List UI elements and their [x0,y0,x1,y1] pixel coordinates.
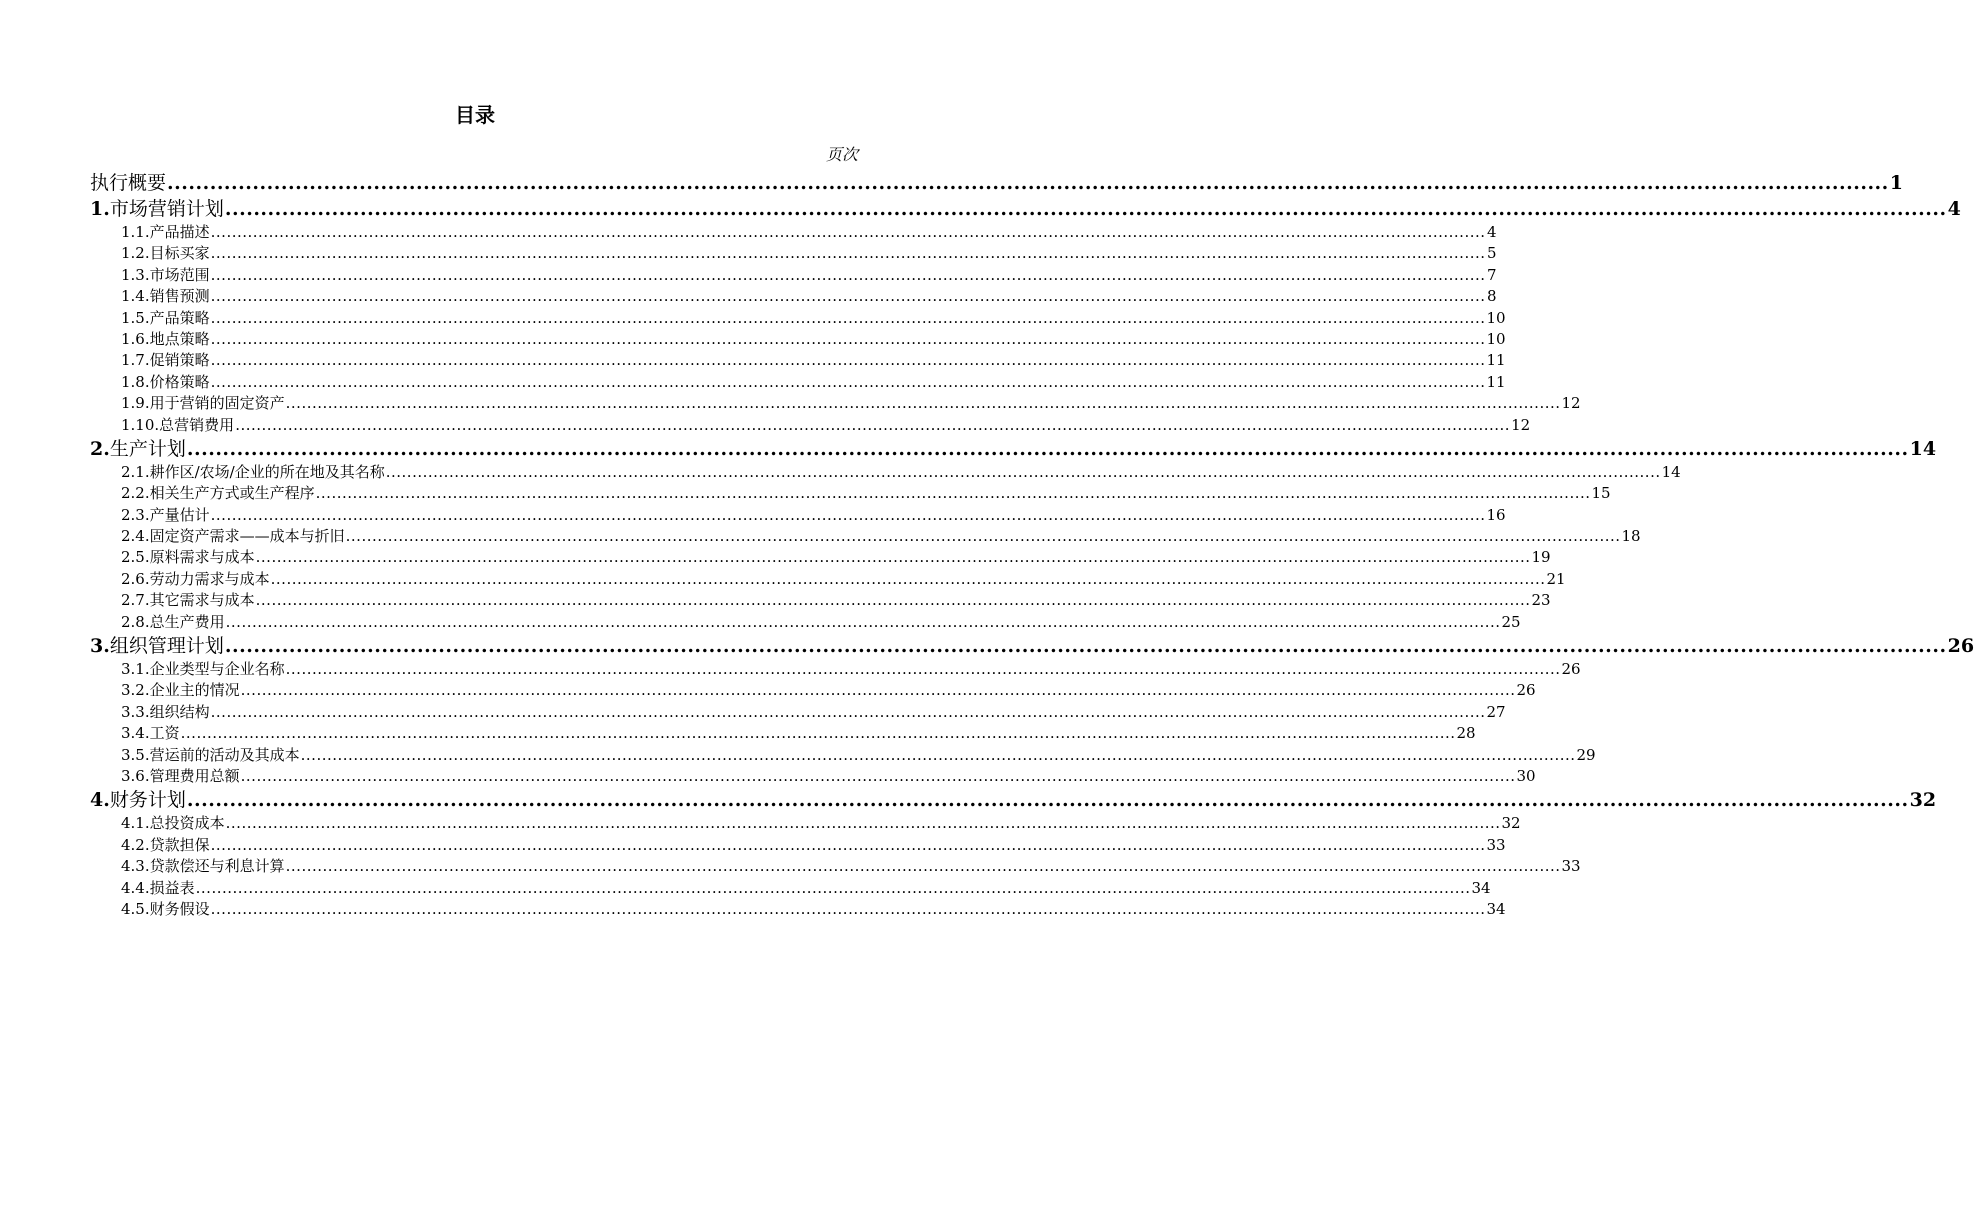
toc-entry-page-number: 26 [1516,681,1536,700]
toc-entry-title: 原料需求与成本 [149,548,255,567]
toc-dot-leader [211,286,1486,307]
toc-entry-title: 地点策略 [149,329,210,348]
page-number-column-label: 页次 [825,145,858,164]
toc-entry-title: 管理费用总额 [149,766,240,785]
toc-entry-page-number: 18 [1621,527,1641,546]
toc-entry-title: 贷款担保 [149,835,210,854]
toc-section-entry[interactable] [90,329,1506,350]
toc-dot-leader [211,372,1486,393]
toc-entry-number: 2.3. [121,505,150,524]
toc-dot-leader [286,393,1561,414]
toc-entry-title: 价格策略 [149,372,210,391]
toc-entry-number: 1. [90,198,110,220]
toc-entry-number: 3.3. [121,702,150,721]
toc-dot-leader [346,526,1621,547]
toc-dot-leader [286,856,1561,877]
toc-entry-number: 4.1. [121,814,150,833]
toc-entry-title: 总投资成本 [149,814,225,833]
toc-entry-title: 其它需求与成本 [149,591,255,610]
toc-entry-number: 2. [90,437,110,460]
toc-dot-leader [211,350,1486,371]
toc-entry-number: 4.2. [121,835,150,854]
toc-entry-number: 2.2. [121,484,150,503]
toc-section-entry[interactable] [90,835,1506,856]
toc-dot-leader [167,170,1889,196]
toc-dot-leader [241,680,1516,701]
toc-dot-leader [196,878,1471,899]
toc-entry-title: 企业类型与企业名称 [149,660,285,679]
toc-entry-number: 1.8. [121,372,150,391]
toc-dot-leader [211,222,1486,243]
toc-section-entry[interactable] [90,745,1596,766]
toc-entry-page-number: 26 [1561,660,1581,679]
toc-entry-number: 1.4. [121,287,150,306]
toc-chapter-entry[interactable] [90,633,1974,659]
toc-entry-title: 促销策略 [149,351,210,370]
toc-entry-page-number: 14 [1909,437,1937,460]
toc-dot-leader [271,569,1546,590]
toc-entry-page-number: 11 [1486,351,1506,370]
toc-dot-leader [211,329,1486,350]
toc-entry-page-number: 28 [1456,724,1476,743]
toc-section-entry[interactable] [90,766,1536,787]
toc-section-entry[interactable] [90,222,1497,243]
toc-entry-page-number: 5 [1486,244,1497,263]
toc-section-entry[interactable] [90,505,1506,526]
toc-section-entry[interactable] [90,590,1551,611]
toc-entry-title: 劳动力需求与成本 [149,569,270,588]
toc-entry-page-number: 12 [1561,394,1581,413]
toc-entry-title: 用于营销的固定资产 [149,394,285,413]
toc-entry-title: 生产计划 [109,437,186,460]
toc-entry-title: 财务假设 [149,899,210,918]
toc-section-entry[interactable] [90,415,1531,436]
toc-entry-title: 损益表 [149,878,195,897]
toc-entry-page-number: 34 [1486,899,1506,918]
toc-entry-number: 1.6. [121,329,150,348]
toc-dot-leader [211,835,1486,856]
toc-section-entry[interactable] [90,899,1506,920]
toc-entry-page-number: 4 [1486,223,1497,241]
toc-entry-number: 1.7. [121,351,150,370]
toc-section-entry[interactable] [90,547,1551,568]
page-title: 目录 [455,103,495,127]
toc-dot-leader [386,462,1661,483]
toc-chapter-entry[interactable] [90,787,1937,813]
toc-section-entry[interactable] [90,483,1611,504]
toc-entry-number: 3.2. [121,681,150,700]
toc-section-entry[interactable] [90,612,1521,633]
toc-entry-number: 1.5. [121,308,150,327]
toc-entry-number: 1.9. [121,394,150,413]
toc-entry-page-number: 26 [1947,635,1974,658]
toc-section-entry[interactable] [90,372,1506,393]
toc-entry-number: 2.6. [121,569,150,588]
toc-section-entry[interactable] [90,659,1581,680]
toc-entry-number: 4.4. [121,878,150,897]
toc-entry-number: 3.6. [121,766,150,785]
toc-section-entry[interactable] [90,308,1506,329]
toc-dot-leader [256,590,1531,611]
toc-entry-title: 产品描述 [149,223,210,241]
toc-entry-number: 2.7. [121,591,150,610]
toc-entry-page-number: 10 [1486,329,1506,348]
toc-dot-leader [187,787,1909,813]
toc-entry-number: 3.4. [121,724,150,743]
toc-entry-title: 耕作区/农场/企业的所在地及其名称 [149,462,385,481]
toc-section-entry[interactable] [90,702,1506,723]
toc-entry-title: 目标买家 [149,244,210,263]
toc-entry-number: 2.4. [121,527,150,546]
toc-entry-number: 4.3. [121,857,150,876]
toc-entry-number: 3.1. [121,660,150,679]
toc-entry-title: 相关生产方式或生产程序 [149,484,315,503]
toc-entry-title: 总生产费用 [149,612,225,631]
toc-entry-number: 1.10. [121,415,160,434]
toc-entry-page-number: 29 [1576,745,1596,764]
toc-dot-leader [256,547,1531,568]
toc-dot-leader [211,505,1486,526]
toc-entry-page-number: 10 [1486,308,1506,327]
toc-entry-title: 产品策略 [149,308,210,327]
toc-section-entry[interactable] [90,878,1491,899]
toc-entry-title: 工资 [149,724,180,743]
toc-section-entry[interactable] [90,265,1497,286]
toc-entry-page-number: 21 [1546,569,1566,588]
toc-dot-leader [211,899,1486,920]
toc-chapter-entry[interactable] [90,436,1937,462]
toc-entry-page-number: 4 [1947,198,1961,220]
toc-entry-title: 市场营销计划 [109,198,224,220]
toc-section-entry[interactable] [90,286,1497,307]
toc-entry-title: 组织管理计划 [109,635,224,658]
toc-entry-page-number: 32 [1501,814,1521,833]
toc-section-entry[interactable] [90,813,1521,834]
toc-entry-title: 产量估计 [149,505,210,524]
toc-dot-leader [181,723,1456,744]
toc-entry-title: 贷款偿还与利息计算 [149,857,285,876]
toc-dot-leader [211,265,1486,286]
toc-entry-number: 2.5. [121,548,150,567]
toc-entry-page-number: 33 [1561,857,1581,876]
toc-entry-page-number: 15 [1591,484,1611,503]
toc-chapter-entry[interactable] [90,170,1904,196]
toc-entry-title: 财务计划 [109,789,186,812]
toc-entry-page-number: 19 [1531,548,1551,567]
toc-entry-page-number: 11 [1486,372,1506,391]
toc-entry-number: 3. [90,635,110,658]
toc-dot-leader [211,702,1486,723]
toc-dot-leader [301,745,1576,766]
toc-chapter-entry[interactable] [90,196,1961,222]
toc-dot-leader [235,415,1510,436]
toc-entry-title: 企业主的情况 [149,681,240,700]
toc-entry-number: 1.3. [121,265,150,284]
toc-entry-page-number: 25 [1501,612,1521,631]
toc-entry-page-number: 14 [1661,462,1681,481]
toc-dot-leader [211,243,1486,264]
toc-entry-number: 2.1. [121,462,150,481]
toc-section-entry[interactable] [90,680,1536,701]
toc-entry-page-number: 16 [1486,505,1506,524]
toc-entry-page-number: 34 [1471,878,1491,897]
toc-section-entry[interactable] [90,393,1581,414]
toc-section-entry[interactable] [90,462,1681,483]
toc-entry-page-number: 32 [1909,789,1937,812]
table-of-contents [90,170,1974,920]
toc-dot-leader [226,612,1501,633]
toc-section-entry[interactable] [90,350,1506,371]
toc-section-entry[interactable] [90,723,1476,744]
toc-entry-page-number: 33 [1486,835,1506,854]
toc-entry-page-number: 23 [1531,591,1551,610]
toc-section-entry[interactable] [90,856,1581,877]
toc-dot-leader [187,436,1909,462]
toc-entry-title: 销售预测 [149,287,210,306]
toc-dot-leader [225,633,1947,659]
toc-entry-number: 2.8. [121,612,150,631]
toc-entry-page-number: 8 [1486,287,1497,306]
toc-entry-number: 4.5. [121,899,150,918]
toc-entry-title: 总营销费用 [159,415,235,434]
toc-entry-title: 市场范围 [149,265,210,284]
toc-dot-leader [316,483,1591,504]
toc-dot-leader [226,813,1501,834]
toc-entry-title: 组织结构 [149,702,210,721]
toc-entry-number: 1.1. [121,223,150,241]
toc-entry-title: 执行概要 [90,172,167,194]
toc-dot-leader [286,659,1561,680]
toc-entry-number: 3.5. [121,745,150,764]
toc-entry-number: 4. [90,789,110,812]
toc-dot-leader [211,308,1486,329]
toc-entry-page-number: 1 [1889,172,1904,194]
toc-dot-leader [241,766,1516,787]
toc-section-entry[interactable] [90,569,1566,590]
toc-dot-leader [225,196,1947,222]
toc-section-entry[interactable] [90,526,1641,547]
toc-section-entry[interactable] [90,243,1497,264]
toc-entry-page-number: 30 [1516,766,1536,785]
toc-entry-page-number: 7 [1486,265,1497,284]
toc-entry-page-number: 27 [1486,702,1506,721]
toc-entry-title: 营运前的活动及其成本 [149,745,300,764]
toc-entry-page-number: 12 [1511,415,1531,434]
toc-entry-title: 固定资产需求——成本与折旧 [149,527,345,546]
toc-entry-number: 1.2. [121,244,150,263]
